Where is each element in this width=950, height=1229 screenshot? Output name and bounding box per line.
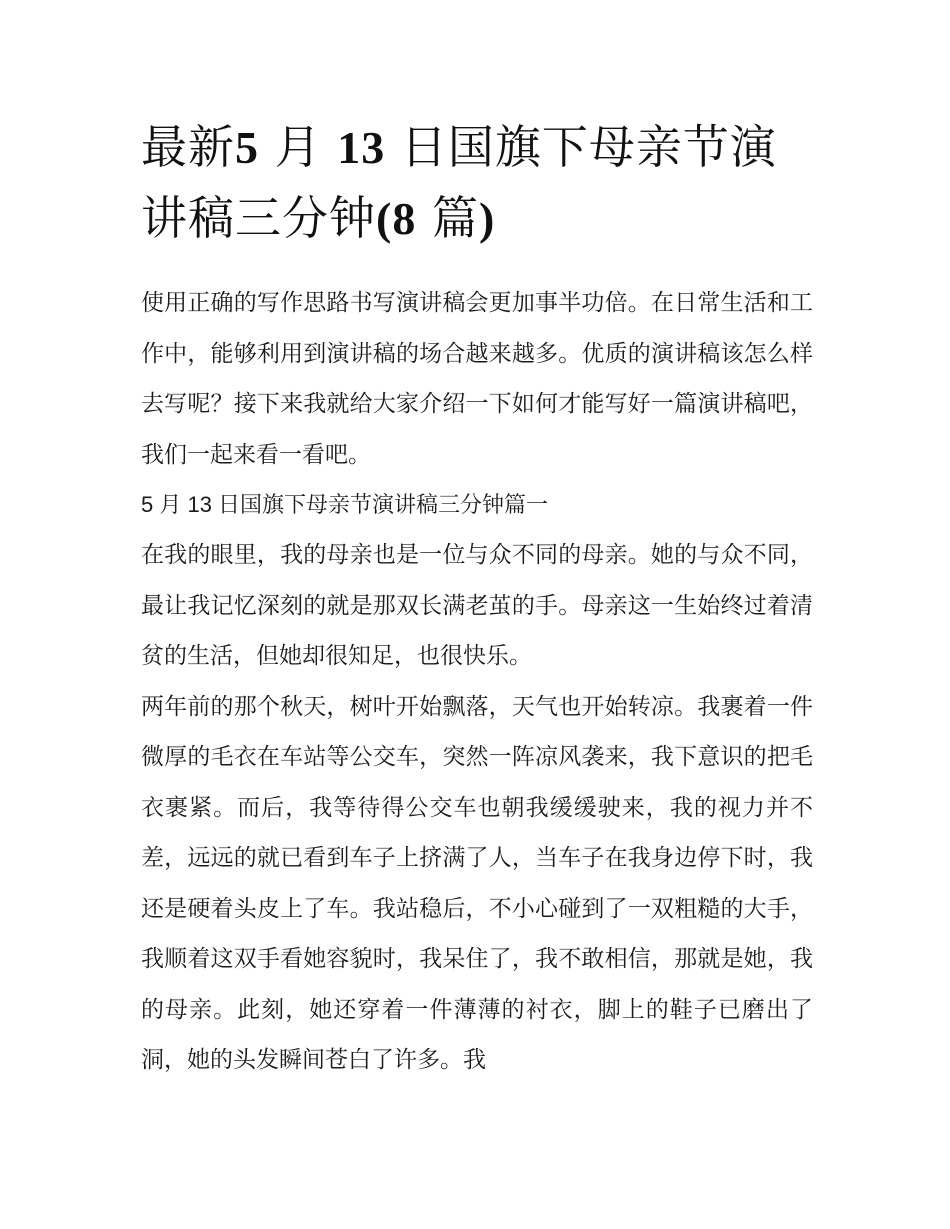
intro-paragraph: 使用正确的写作思路书写演讲稿会更加事半功倍。在日常生活和工作中，能够利用到演讲稿的场合越来越多。优质的演讲稿该怎么样去写呢？接下来我就给大家介绍一下如何才能写好一篇演讲稿吧，我们一起来看一看吧。 bbox=[141, 290, 813, 468]
body-paragraph-1: 在我的眼里，我的母亲也是一位与众不同的母亲。她的与众不同，最让我记忆深刻的就是那双长满老茧的手。母亲这一生始终过着清贫的生活，但她却很知足，也很快乐。 bbox=[141, 542, 813, 669]
body-paragraph-2: 两年前的那个秋天，树叶开始飘落，天气也开始转凉。我裹着一件微厚的毛衣在车站等公交车，突然一阵凉风袭来，我下意识的把毛衣裹紧。而后，我等待得公交车也朝我缓缓驶来，我的视力并不差，远远的就已看到车子上挤满了人，当车子在我身边停下时，我还是硬着头皮上了车。我站稳后，不小心碰到了一双粗糙的大手，我顺着这双手看她容貌时，我呆住了，我不敢相信，那就是她，我的母亲。此刻，她还穿着一件薄薄的衬衣，脚上的鞋子已磨出了洞，她的头发瞬间苍白了许多。我 bbox=[141, 693, 813, 1073]
title-text: 月 bbox=[274, 120, 322, 174]
section-heading: 5 月 13 日国旗下母亲节演讲稿三分钟篇一 bbox=[141, 492, 549, 517]
title-text: 日国旗下母亲节演讲稿三分钟 bbox=[141, 120, 777, 245]
title-number: 13 bbox=[337, 122, 386, 173]
title-number: 5 bbox=[235, 122, 259, 173]
document-title bbox=[141, 112, 813, 254]
title-text: 篇 bbox=[431, 191, 479, 245]
title-number: ) bbox=[478, 193, 496, 244]
document-page bbox=[141, 112, 813, 1086]
title-number: (8 bbox=[376, 193, 417, 244]
title-text: 最新 bbox=[141, 120, 235, 174]
